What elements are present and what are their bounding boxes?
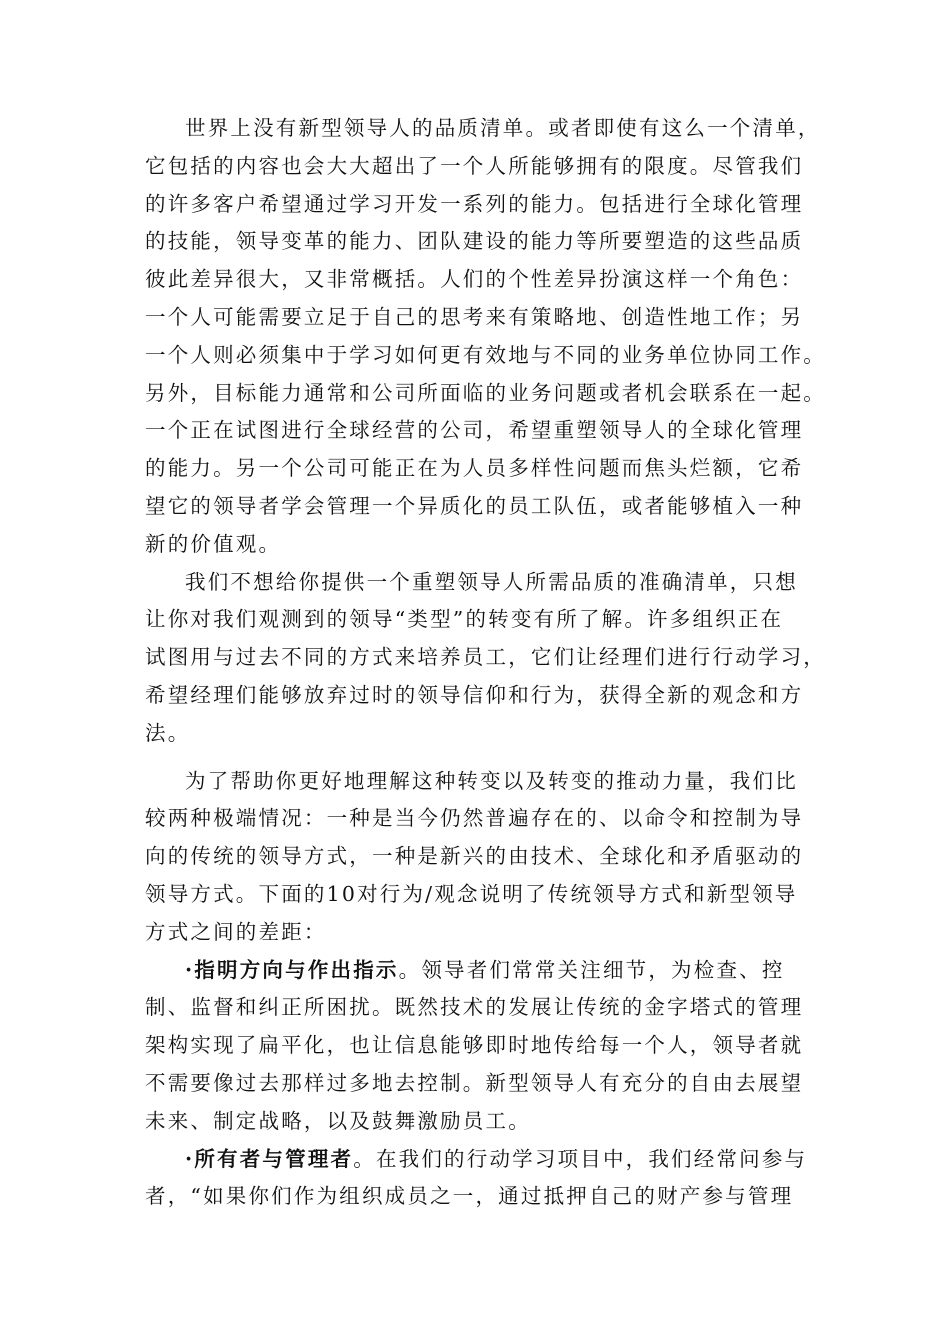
- paragraph-1: [145, 110, 826, 564]
- text-line: 另外，目标能力通常和公司所面临的业务问题或者机会联系在一起。: [145, 380, 826, 405]
- text-line: 的技能，领导变革的能力、团队建设的能力等所要塑造的这些品质: [145, 229, 804, 254]
- text-line: 新的价值观。: [145, 531, 282, 556]
- text-line: 世界上没有新型领导人的品质清单。或者即使有这么一个清单，: [185, 116, 821, 140]
- text-line: 架构实现了扁平化，也让信息能够即时地传给每一个人，领导者就: [145, 1033, 804, 1058]
- text-line: 的能力。另一个公司可能正在为人员多样性问题而焦头烂额，它希: [145, 456, 804, 481]
- text-line: 为了帮助你更好地理解这种转变以及转变的推动力量，我们比: [185, 768, 798, 793]
- text-line: 一个人则必须集中于学习如何更有效地与不同的业务单位协同工作。: [145, 342, 826, 367]
- paragraph-2: [145, 564, 826, 753]
- text-line: 试图用与过去不同的方式来培养员工，它们让经理们进行行动学习，: [145, 645, 826, 670]
- text-line: 未来、制定战略，以及鼓舞激励员工。: [145, 1108, 531, 1133]
- text-line: [145, 1141, 810, 1179]
- item-text: 。领导者们常常关注细节，为检查、控: [398, 957, 785, 982]
- text-line: 向的传统的领导方式，一种是新兴的由技术、全球化和矛盾驱动的: [145, 844, 804, 869]
- text-line: 一个人可能需要立足于自己的思考来有策略地、创造性地工作；另: [145, 304, 804, 329]
- text-line: [145, 952, 810, 990]
- paragraph-3: [145, 763, 810, 952]
- document-body: [145, 110, 826, 1216]
- item-heading: ·指明方向与作出指示: [185, 957, 399, 982]
- item-text: 。在我们的行动学习项目中，我们经常问参与: [353, 1146, 808, 1171]
- text-line: 希望经理们能够放弃过时的领导信仰和行为，获得全新的观念和方: [145, 682, 804, 707]
- text-line: 彼此差异很大，又非常概括。人们的个性差异扮演这样一个角色：: [145, 267, 804, 292]
- text-line: 的许多客户希望通过学习开发一系列的能力。包括进行全球化管理: [145, 191, 804, 216]
- text-line: 它包括的内容也会大大超出了一个人所能够拥有的限度。尽管我们: [145, 153, 804, 178]
- text-line: 法。: [145, 720, 191, 745]
- text-line: 较两种极端情况：一种是当今仍然普遍存在的、以命令和控制为导: [145, 806, 804, 831]
- paragraph-spacer: [145, 753, 810, 763]
- text-line: 一个正在试图进行全球经营的公司，希望重塑领导人的全球化管理: [145, 418, 804, 443]
- list-item-direction: [145, 952, 810, 1141]
- text-line: 望它的领导者学会管理一个异质化的员工队伍，或者能够植入一种: [145, 493, 804, 518]
- text-line: 领导方式。下面的10对行为/观念说明了传统领导方式和新型领导: [145, 881, 798, 906]
- text-line: 不需要像过去那样过多地去控制。新型领导人有充分的自由去展望: [145, 1070, 804, 1095]
- item-heading: ·所有者与管理者: [185, 1146, 354, 1171]
- text-line: 者，“如果你们作为组织成员之一，通过抵押自己的财产参与管理: [145, 1184, 794, 1209]
- list-item-owner-manager: [145, 1141, 810, 1217]
- text-line: 方式之间的差距：: [145, 919, 327, 944]
- text-line: 让你对我们观测到的领导“类型”的转变有所了解。许多组织正在: [145, 607, 784, 632]
- text-line: 制、监督和纠正所困扰。既然技术的发展让传统的金字塔式的管理: [145, 995, 804, 1020]
- text-line: 我们不想给你提供一个重塑领导人所需品质的准确清单，只想: [185, 569, 798, 594]
